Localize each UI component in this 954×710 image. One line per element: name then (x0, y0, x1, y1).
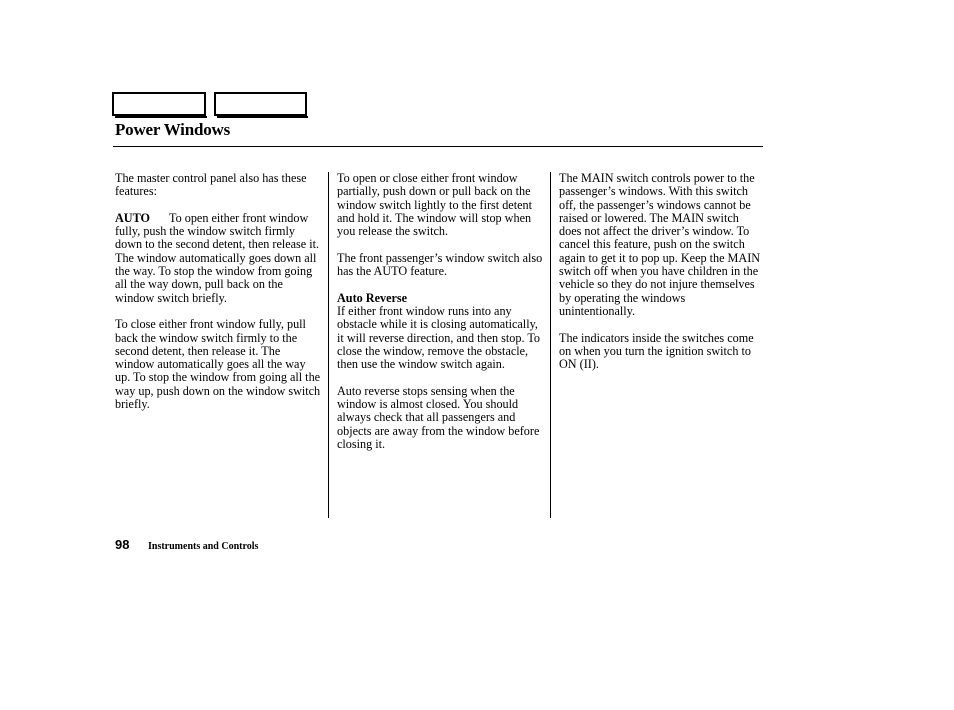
auto-text: To open either front window fully, push the window switch firmly down to the second detent, then release it. The window automatically goes down all the way. To stop the window from going all the way down, pull back on the window switch briefly. (115, 210, 320, 305)
auto-paragraph (115, 212, 321, 305)
section-name: Instruments and Controls (148, 541, 259, 552)
page-title: Power Windows (115, 120, 231, 139)
indicator-paragraph: The indicators inside the switches come on when you turn the ignition switch to ON (II). (559, 330, 754, 372)
close-paragraph: To close either front window fully, pull back the window switch firmly to the second detent, then release it. The window automatically goes all the way up. To stop the window from going all the way up, push down on the window switch briefly. (115, 317, 321, 412)
main-switch-paragraph: The MAIN switch controls power to the passenger’s windows. With this switch off, the passenger’s windows cannot be raised or lowered. The MAIN switch does not affect the driver’s window. To cancel this feature, push on the switch again to get it to pop up. Keep the MAIN switch off when you have children in the vehicle so they do not injure themselves by operating the windows unintentionally. (559, 171, 761, 318)
intro-paragraph: The master control panel also has these features: (115, 171, 307, 199)
auto-heading: AUTO (115, 210, 150, 225)
partial-paragraph: To open or close either front window partially, push down or pull back on the window switch lightly to the first detent and hold it. The window will stop when you release the switch. (337, 171, 532, 239)
previous-page-button[interactable] (112, 92, 206, 116)
column-1 (115, 172, 321, 425)
page-number: 98 (115, 537, 130, 552)
column-2 (337, 172, 543, 465)
auto-reverse-warning: Auto reverse stops sensing when the window is almost closed. You should always check that all passengers and objects are away from the window before closing it. (337, 383, 540, 451)
passenger-paragraph: The front passenger’s window switch also has the AUTO feature. (337, 250, 543, 279)
auto-reverse-text: If either front window runs into any obstacle while it is closing automatically, it will reverse direction, and then stop. To close the window, remove the obstacle, then use the window switch again. (337, 303, 541, 372)
auto-reverse-paragraph (337, 292, 543, 372)
column-3 (559, 172, 763, 385)
column-divider (328, 172, 329, 518)
auto-reverse-heading: Auto Reverse (337, 290, 408, 305)
next-page-button[interactable] (214, 92, 307, 116)
title-divider (113, 146, 763, 147)
column-divider (550, 172, 551, 518)
